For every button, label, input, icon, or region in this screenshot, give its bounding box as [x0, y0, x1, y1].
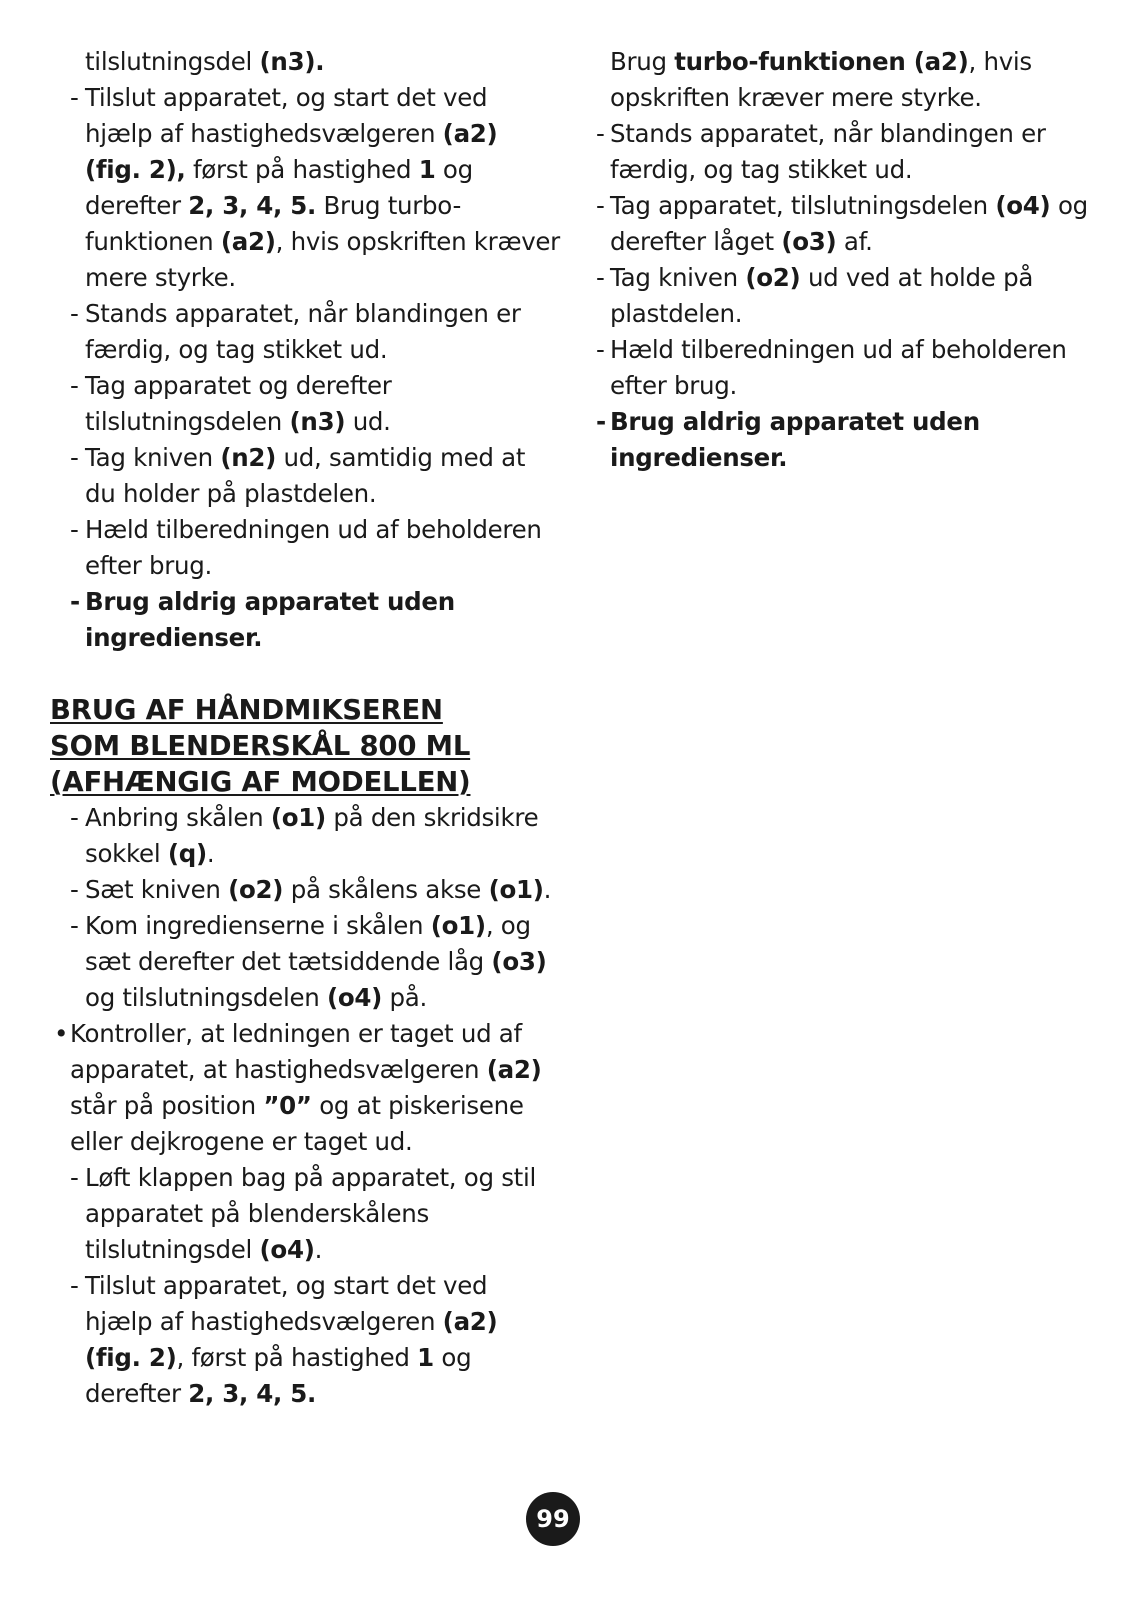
left-column	[50, 44, 560, 1412]
page-number-badge	[526, 1492, 580, 1546]
right-column	[596, 44, 1096, 476]
instruction-item: - Stands apparatet, når blandingen er færdig, og tag stikket ud.	[50, 296, 560, 368]
section-heading: BRUG AF HÅNDMIKSEREN SOM BLENDERSKÅL 800 ML (AFHÆNGIG AF MODELLEN)	[50, 694, 471, 798]
instruction-item: - Tag kniven (o2) ud ved at holde på plastdelen.	[596, 260, 1096, 332]
instruction-item: - Anbring skålen (o1) på den skridsikre sokkel (q).	[50, 800, 560, 872]
instruction-item: - Tag kniven (n2) ud, samtidig med at du holder på plastdelen.	[50, 440, 560, 512]
bullet-item: • Kontroller, at ledningen er taget ud af apparatet, at hastighedsvælgeren (a2) står på position ”0” og at piskerisene eller dejkrogene er taget ud.	[50, 1016, 560, 1160]
instruction-item: - Tag apparatet, tilslutningsdelen (o4) og derefter låget (o3) af.	[596, 188, 1096, 260]
continued-text: tilslutningsdel (n3).	[85, 47, 325, 76]
continued-text: Brug turbo-funktionen (a2), hvis opskriften kræver mere styrke.	[610, 47, 1032, 112]
warning-item: - Brug aldrig apparatet uden ingredienser.	[50, 584, 560, 656]
instruction-item: - Stands apparatet, når blandingen er færdig, og tag stikket ud.	[596, 116, 1096, 188]
instruction-item: - Tag apparatet og derefter tilslutningsdelen (n3) ud.	[50, 368, 560, 440]
instruction-item: - Sæt kniven (o2) på skålens akse (o1).	[50, 872, 560, 908]
instruction-item: - Tilslut apparatet, og start det ved hjælp af hastighedsvælgeren (a2) (fig. 2), først på hastighed 1 og derefter 2, 3, 4, 5. Brug turbo-funktionen (a2), hvis opskriften kræver mere styrke.	[50, 80, 560, 296]
page-number: 99	[536, 1505, 570, 1533]
instruction-item: - Hæld tilberedningen ud af beholderen efter brug.	[50, 512, 560, 584]
instruction-item: - Tilslut apparatet, og start det ved hjælp af hastighedsvælgeren (a2) (fig. 2), først på hastighed 1 og derefter 2, 3, 4, 5.	[50, 1268, 560, 1412]
instruction-item: - Kom ingredienserne i skålen (o1), og sæt derefter det tætsiddende låg (o3) og tilslutningsdelen (o4) på.	[50, 908, 560, 1016]
instruction-item: - Hæld tilberedningen ud af beholderen efter brug.	[596, 332, 1096, 404]
instruction-item: - Løft klappen bag på apparatet, og stil apparatet på blenderskålens tilslutningsdel (o4).	[50, 1160, 560, 1268]
warning-item: - Brug aldrig apparatet uden ingredienser.	[596, 404, 1096, 476]
